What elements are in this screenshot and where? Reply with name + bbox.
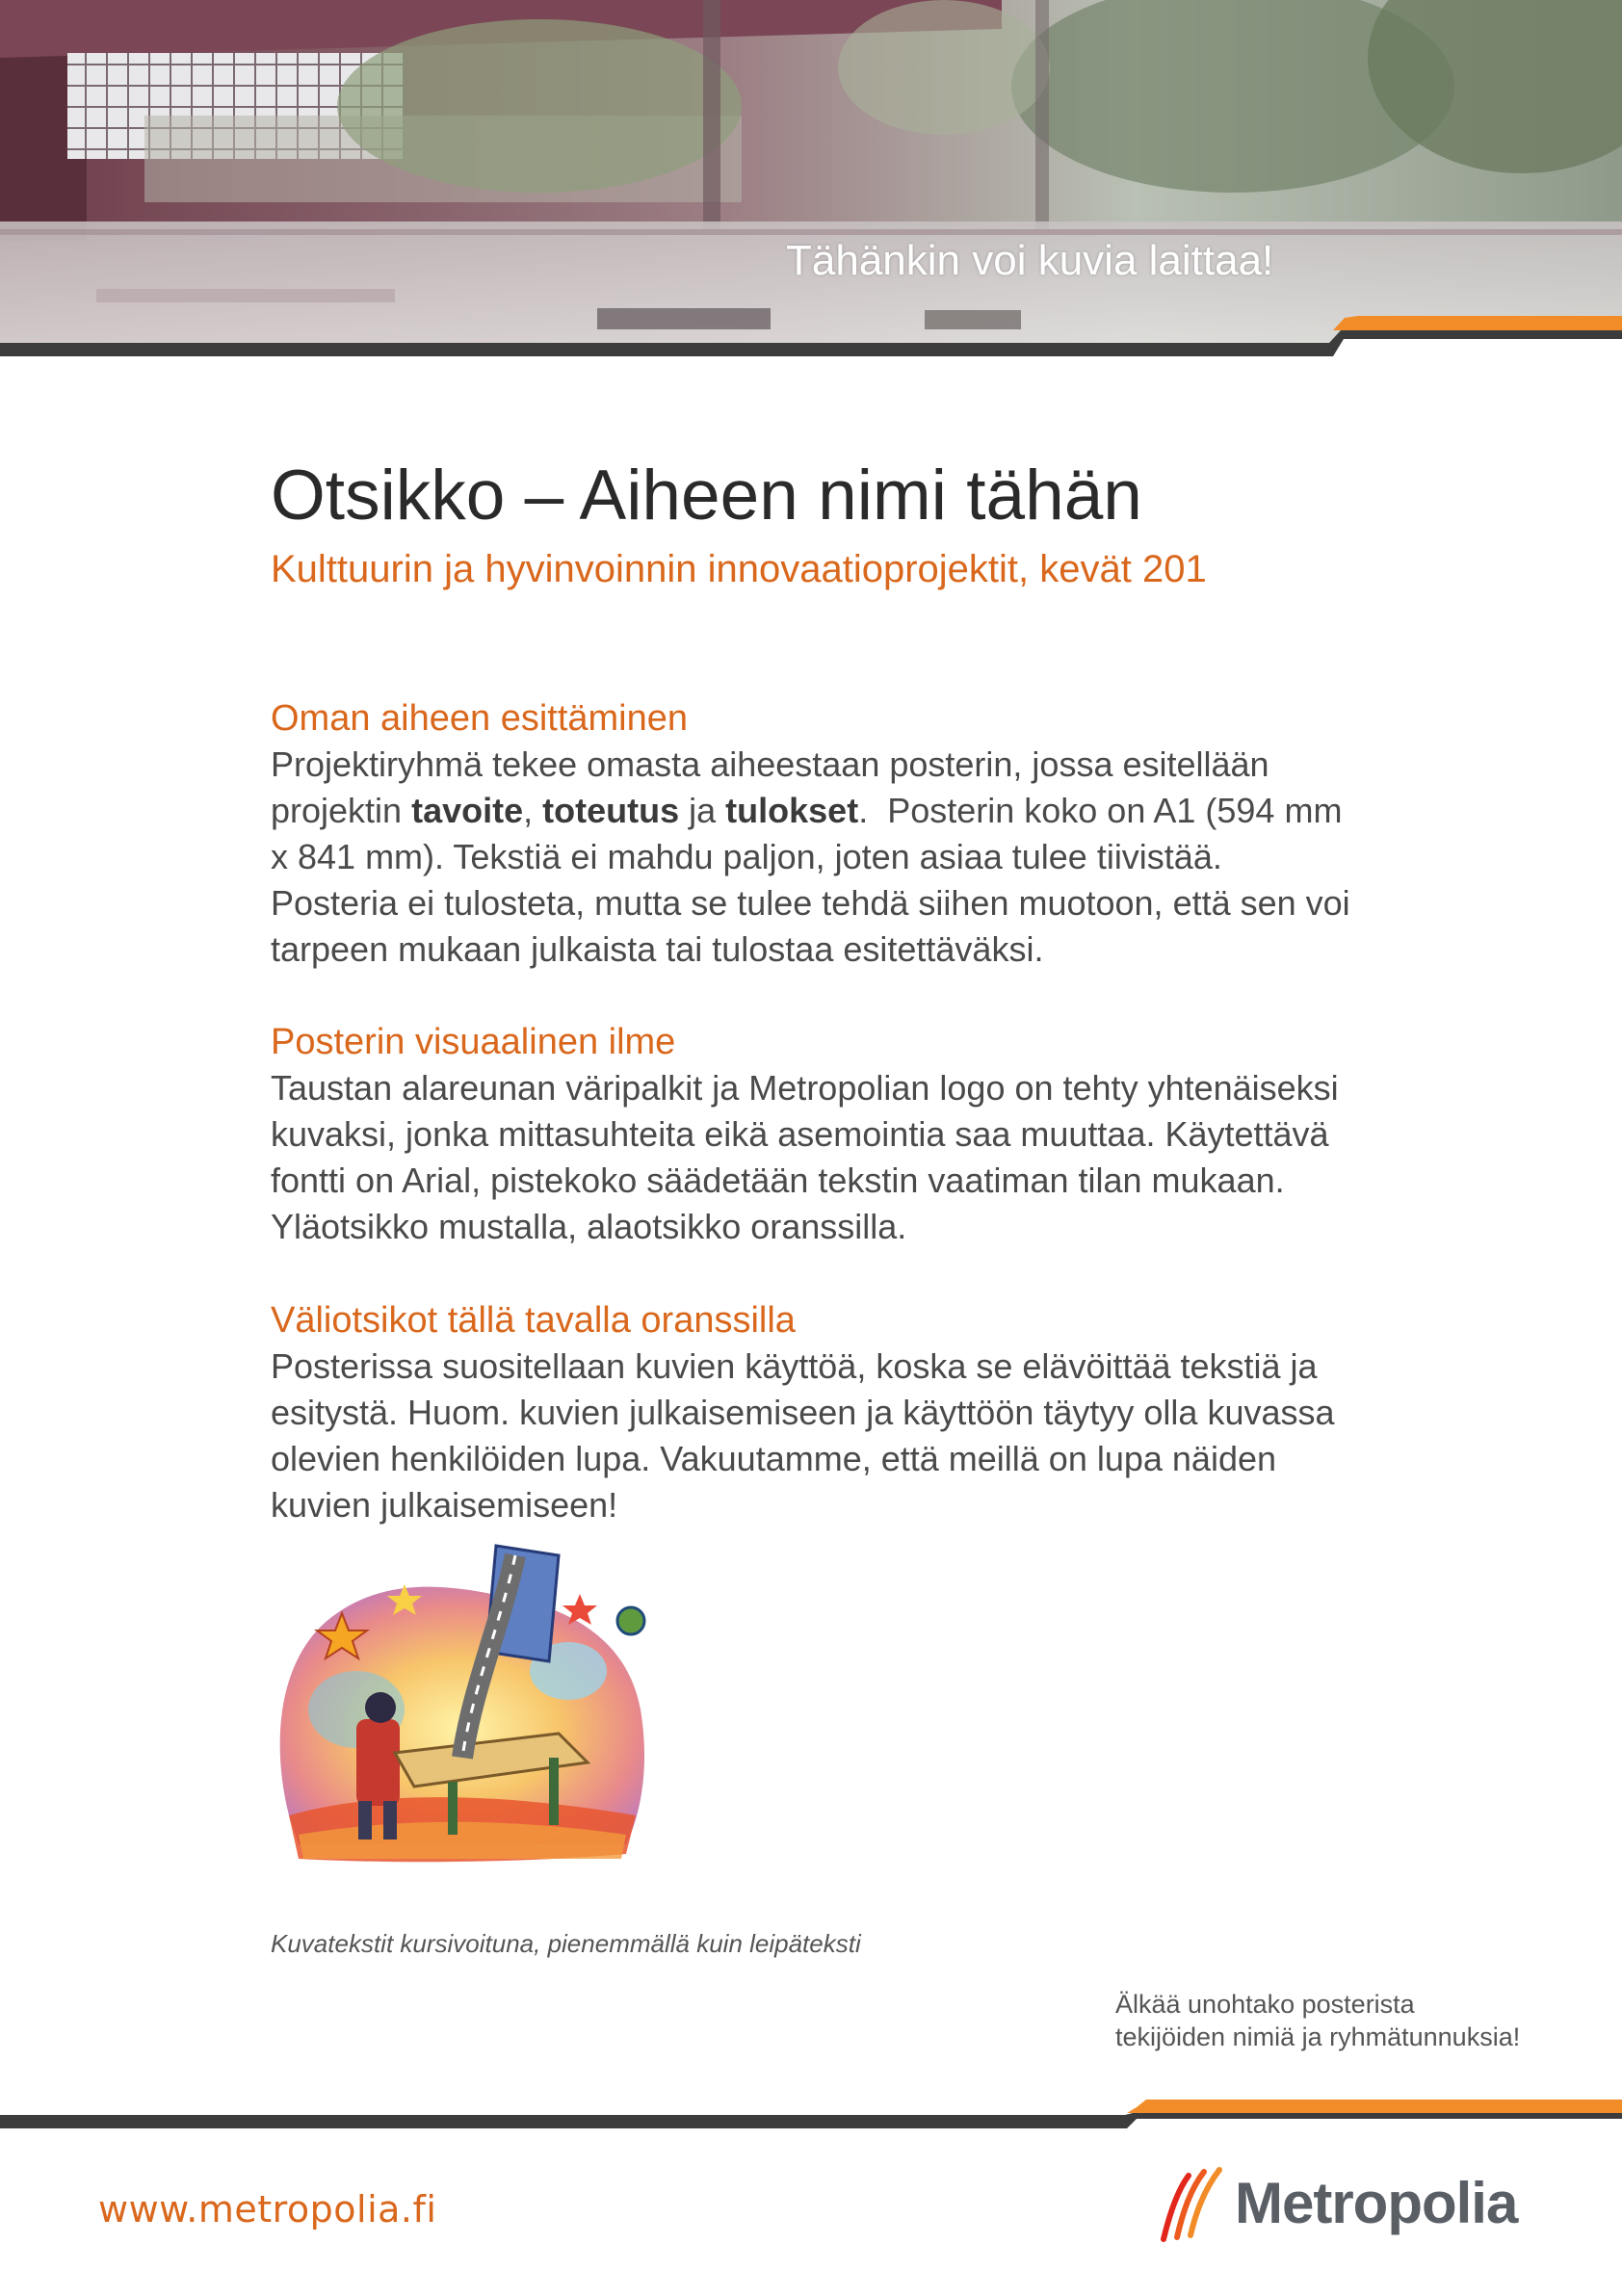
header-accent-stripe: [1333, 316, 1622, 330]
footer-dark-stripe: [0, 2113, 1622, 2128]
section-heading: Oman aiheen esittäminen: [271, 698, 689, 739]
page-subtitle: Kulttuurin ja hyvinvoinnin innovaatioprojektit, kevät 201: [271, 548, 1207, 590]
authors-reminder: [1115, 1988, 1520, 2053]
body-line: Posteria ei tulosteta, mutta se tulee tehdä siihen muotoon, että sen voi: [271, 883, 1350, 923]
body-line: x 841 mm). Tekstiä ei mahdu paljon, joten asiaa tulee tiivistää.: [271, 837, 1222, 876]
body-line: Projektiryhmä tekee omasta aiheestaan posterin, jossa esitellään: [271, 744, 1269, 784]
section-heading: Väliotsikot tällä tavalla oranssilla: [271, 1300, 796, 1341]
body-line: olevien henkilöiden lupa. Vakuutamme, että meillä on lupa näiden: [271, 1439, 1277, 1478]
section-subheadings: [271, 1297, 1484, 1528]
footer-color-bars: [0, 2100, 1622, 2138]
body-line: tarpeen mukaan julkaista tai tulostaa esitettäväksi.: [271, 929, 1044, 969]
body-line: esitystä. Huom. kuvien julkaisemiseen ja käyttöön täytyy olla kuvassa: [271, 1393, 1335, 1432]
bold-term: tavoite: [411, 791, 524, 830]
section-heading: Posterin visuaalinen ilme: [271, 1022, 676, 1062]
illustration-image: [270, 1526, 655, 1873]
section-body: [271, 742, 1484, 973]
metropolia-logo-text: Metropolia: [1235, 2171, 1518, 2235]
body-line: [271, 788, 1484, 834]
metropolia-logo-mark: [1156, 2162, 1233, 2249]
page-title: Otsikko – Aiheen nimi tähän: [271, 457, 1142, 535]
body-text: ja: [679, 791, 726, 830]
bold-term: tulokset: [725, 791, 859, 830]
body-text: ,: [523, 791, 543, 830]
metropolia-logo: [1156, 2162, 1541, 2249]
header-photo-banner: [0, 0, 1622, 358]
body-line: Taustan alareunan väripalkit ja Metropolian logo on tehty yhtenäiseksi: [271, 1068, 1339, 1108]
section-body: [271, 1065, 1484, 1250]
body-line: fontti on Arial, pistekoko säädetään tekstin vaatiman tilan mukaan.: [271, 1161, 1285, 1200]
reminder-line: tekijöiden nimiä ja ryhmätunnuksia!: [1115, 2022, 1521, 2051]
body-line: kuvaksi, jonka mittasuhteita eikä asemointia saa muuttaa. Käytettävä: [271, 1114, 1329, 1154]
bold-term: toteutus: [542, 791, 680, 830]
footer-accent-stripe: [1127, 2100, 1622, 2113]
title-block: [271, 453, 1484, 593]
footer-website-link[interactable]: www.metropolia.fi: [98, 2188, 437, 2231]
image-caption: Kuvatekstit kursivoituna, pienemmällä kuin leipäteksti: [271, 1929, 861, 1958]
body-line: Posterissa suositellaan kuvien käyttöä, koska se elävöittää tekstiä ja: [271, 1346, 1318, 1386]
body-line: Yläotsikko mustalla, alaotsikko oranssilla.: [271, 1207, 907, 1246]
header-photo: [0, 0, 1622, 358]
reminder-line: Älkää unohtako posterista: [1115, 1990, 1415, 2019]
section-body: [271, 1344, 1484, 1528]
body-line: kuvien julkaisemiseen!: [271, 1485, 618, 1525]
section-visual-look: [271, 1019, 1484, 1250]
body-text: projektin: [271, 791, 412, 830]
header-caption: Tähänkin voi kuvia laittaa!: [786, 237, 1274, 284]
section-presenting-topic: [271, 695, 1484, 973]
body-text: . Posterin koko on A1 (594 mm: [858, 791, 1343, 830]
